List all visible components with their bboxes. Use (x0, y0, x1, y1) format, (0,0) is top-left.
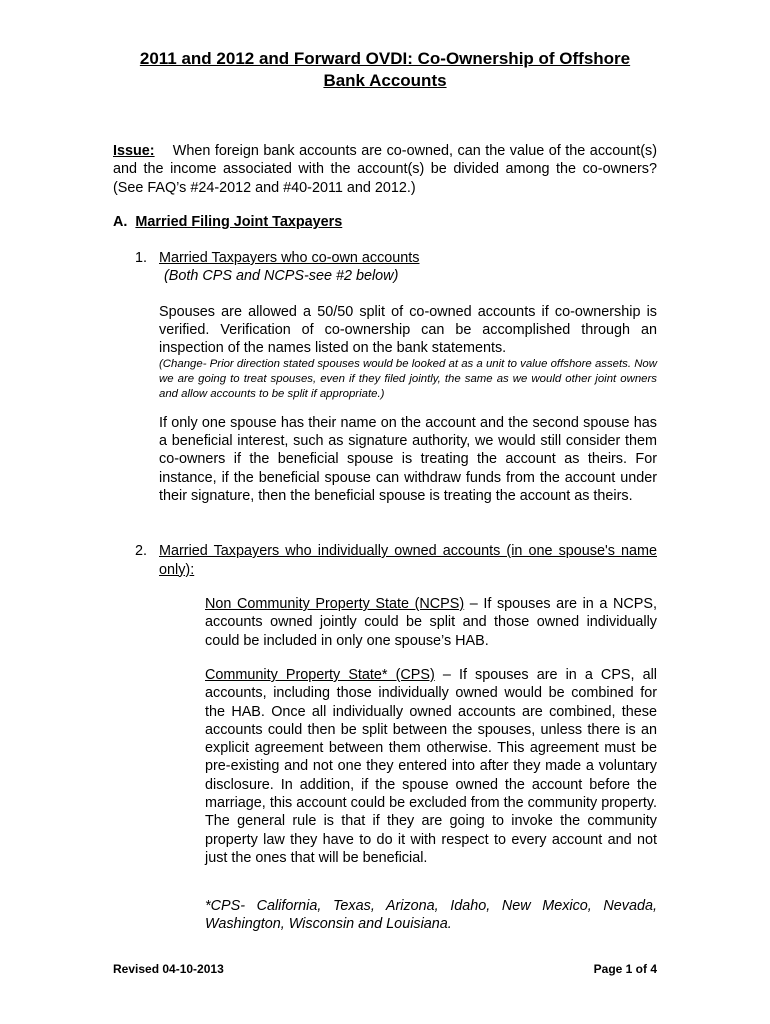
item-1-change-note: (Change- Prior direction stated spouses would be looked at as a unit to value offshore assets. Now we are going to treat spouses, even if they filed jointly, the same as we would other joint owners and allow accounts to be split if appropriate.) (159, 358, 657, 400)
item-1-paragraph-1: Spouses are allowed a 50/50 split of co-owned accounts if co-ownership is verified. Verification of co-ownership can be accomplished through an inspection of the names listed on the bank statements. (159, 304, 657, 357)
document-title (113, 48, 657, 92)
section-a-heading (113, 213, 342, 231)
title-line-1: 2011 and 2012 and Forward OVDI: Co-Ownership of Offshore (139, 49, 631, 68)
ncps-paragraph (205, 595, 657, 650)
issue-paragraph (113, 142, 657, 197)
item-1-subheading: (Both CPS and NCPS-see #2 below) (164, 268, 399, 284)
item-1-heading-block (159, 249, 657, 285)
item-2-number: 2. (135, 543, 148, 559)
ncps-label: Non Community Property State (NCPS) (205, 596, 465, 612)
issue-text: When foreign bank accounts are co-owned, can the value of the account(s) and the income associated with the account(s) be divided among the co-owners? (See FAQ’s #24-2012 and #40-2011 and 2012.) (113, 143, 657, 196)
section-a-title: Married Filing Joint Taxpayers (135, 214, 343, 230)
cps-text: – If spouses are in a CPS, all accounts, including those individually owned would be combined for the HAB. Once all individually owned accounts are combined, these accounts could then be split between the spouses, unless there is an explicit agreement between them otherwise. This agreement must be pre-existing and not one they entered into after they made a voluntary disclosure. In addition, if the spouse owned the account before the marriage, this account could be excluded from the community property. The general rule is that if they are going to invoke the community property law they have to do it with respect to every account and not just the ones that will be beneficial. (205, 667, 658, 866)
issue-label: Issue: (113, 143, 155, 159)
item-2-heading: Married Taxpayers who individually owned accounts (in one spouse's name only): (159, 543, 657, 578)
item-1-paragraph-2: If only one spouse has their name on the account and the second spouse has a beneficial interest, such as signature authority, we would still consider them co-owners if the beneficial spouse is treating the account as theirs. For instance, if the beneficial spouse can withdraw funds from the account under their signature, then the beneficial spouse is treating the account as theirs. (159, 415, 657, 504)
cps-paragraph (205, 666, 657, 867)
title-line-2: Bank Accounts (323, 71, 447, 90)
ncps-text: – If spouses are in a NCPS, accounts owned jointly could be split and those owned individually could be included in only one spouse’s HAB. (205, 596, 657, 649)
section-a-marker: A. (113, 214, 128, 230)
item-1-number: 1. (135, 250, 148, 266)
cps-footnote: *CPS- California, Texas, Arizona, Idaho, New Mexico, Nevada, Washington, Wisconsin and Louisiana. (205, 898, 657, 932)
footer-revised-date: Revised 04-10-2013 (113, 962, 224, 976)
footer-page-number: Page 1 of 4 (593, 962, 657, 976)
cps-label: Community Property State* (CPS) (205, 667, 435, 683)
item-1-heading: Married Taxpayers who co-own accounts (159, 250, 420, 266)
